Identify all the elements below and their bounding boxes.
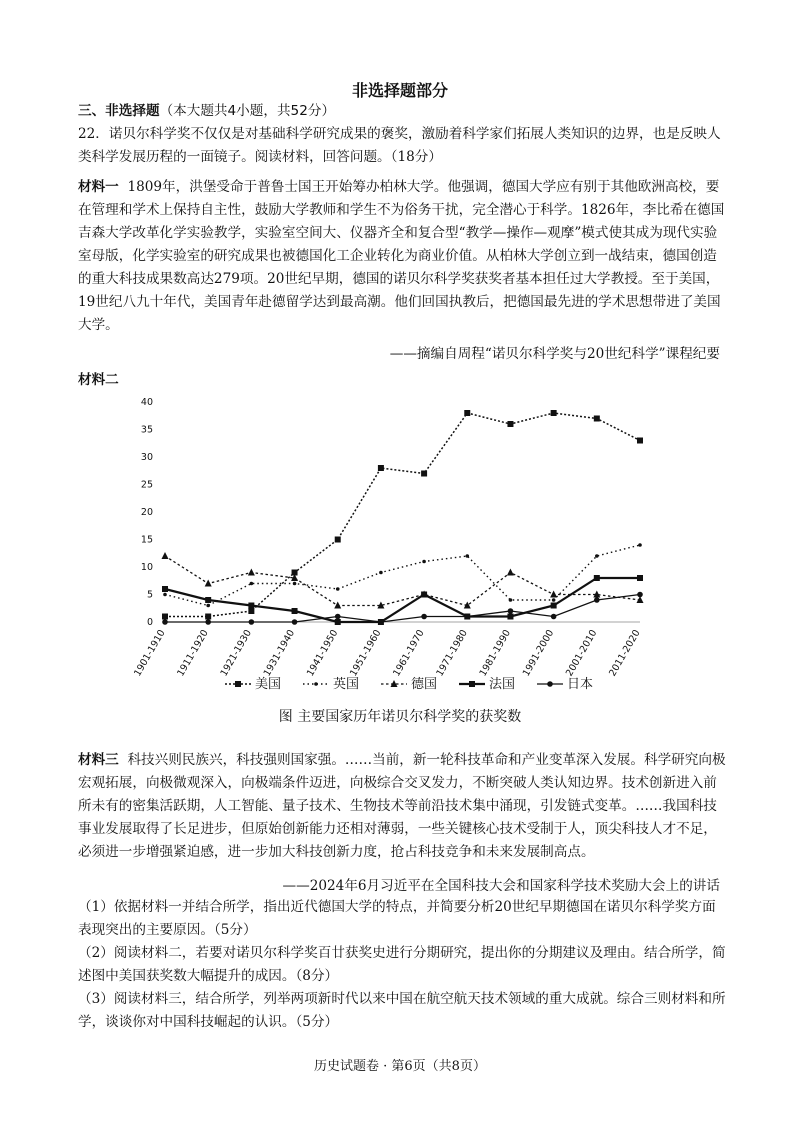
question-1: （1）依据材料一并结合所学，指出近代德国大学的特点，并简要分析20世纪早期德国在诺贝尔科学奖方面表现突出的主要原因。（5分） (78, 899, 716, 938)
legend-marker (547, 681, 553, 687)
data-point (637, 592, 643, 598)
x-tick-label: 1901-1910 (132, 628, 168, 679)
question-22-text: 22．诺贝尔科学奖不仅仅是对基础科学研究成果的褒奖，激励着科学家们拓展人类知识的边界，也是反映人类科学发展历程的一面镜子。阅读材料，回答问题。（18分） (78, 126, 721, 165)
question-list (78, 896, 728, 1034)
y-tick-label: 0 (146, 617, 153, 628)
legend-marker (235, 681, 241, 687)
y-tick-label: 25 (140, 479, 153, 491)
data-point (249, 619, 255, 625)
data-point (205, 614, 211, 620)
series-2 (162, 552, 644, 609)
section-heading-line (78, 100, 728, 123)
series-line (165, 556, 640, 606)
data-point (509, 598, 513, 602)
x-tick-label: 2011-2020 (607, 628, 643, 679)
data-point (163, 593, 167, 597)
y-tick-label: 40 (140, 397, 153, 408)
material-3 (78, 749, 728, 864)
data-point (336, 587, 340, 591)
material-3-label: 材料三 (78, 752, 119, 768)
data-point (248, 608, 254, 614)
material-2-label: 材料二 (78, 372, 119, 388)
material-1-text: 1809年，洪堡受命于普鲁士国王开始筹办柏林大学。他强调，德国大学应有别于其他欧洲高校，要在管理和学术上保持自主性，鼓励大学教师和学生不为俗务干扰，完全潜心于科学。1826年，李比希在德国吉森大学改革化学实验教学，实验室空间大、仪器齐全和复合型“教学—操作—观摩”模式使其成为现代实验室母版，化学实验室的研究成果也被德国化工企业转化为商业价值。从柏林大学创立到一战结束，德国创造的重大科技成果数高达279项。20世纪早期，德国的诺贝尔科学奖获奖者基本担任过大学教授。至于美国，19世纪八九十年代，美国青年赴德留学达到最高潮。他们回国执教后，把德国最先进的学术思想带进了美国大学。 (78, 179, 725, 333)
data-point (637, 438, 643, 444)
data-point (594, 416, 600, 422)
material-1 (78, 176, 728, 337)
x-tick-label: 1991-2000 (520, 628, 557, 679)
data-point (421, 471, 427, 477)
x-tick-label: 1921-1930 (218, 628, 254, 679)
x-tick-label: 1971-1980 (434, 628, 470, 679)
data-point (507, 421, 513, 427)
question-2: （2）阅读材料二，若要对诺贝尔科学奖百廿获奖史进行分期研究，提出你的分期建议及理由。结合所学，简述图中美国获奖数大幅提升的成因。（8分） (78, 945, 726, 984)
data-point (595, 554, 599, 558)
data-point (422, 560, 426, 564)
data-point (162, 614, 168, 620)
page-title: 非选择题部分 (351, 81, 448, 100)
legend-item (225, 677, 281, 692)
question-3: （3）阅读材料三，结合所学，列举两项新时代以来中国在航空航天技术领域的重大成就。综合三则材料和所学，谈谈你对中国科技崛起的认识。（5分） (78, 991, 726, 1030)
data-point (378, 619, 384, 625)
data-point (379, 571, 383, 575)
legend-label: 德国 (411, 677, 438, 692)
x-tick-label: 1911-1920 (175, 628, 211, 679)
data-point (205, 619, 211, 625)
y-tick-label: 20 (140, 507, 153, 518)
material-1-label: 材料一 (78, 179, 119, 195)
legend-label: 日本 (567, 677, 594, 692)
nobel-line-chart (120, 390, 680, 700)
y-tick-label: 15 (140, 534, 153, 546)
legend-item (303, 677, 359, 692)
data-point (551, 410, 557, 416)
x-tick-label: 1941-1950 (304, 628, 341, 679)
chart-caption: 图 主要国家历年诺贝尔科学奖的获奖数 (278, 709, 522, 725)
data-point (292, 608, 298, 614)
data-point (248, 569, 255, 576)
material-3-source: ——2024年6月习近平在全国科技大会和国家科学技术奖励大会上的讲话 (282, 878, 720, 894)
data-point (206, 604, 210, 608)
data-point (594, 575, 600, 581)
data-point (205, 597, 211, 603)
data-point (248, 603, 254, 609)
data-point (465, 554, 469, 558)
y-tick-label: 30 (140, 452, 153, 463)
data-point (508, 608, 514, 614)
data-point (162, 619, 168, 625)
x-tick-label: 2001-2010 (563, 628, 600, 679)
data-point (464, 614, 470, 620)
data-point (551, 603, 557, 609)
data-point (292, 619, 298, 625)
data-point (507, 569, 514, 576)
data-point (594, 597, 600, 603)
series-line (165, 413, 640, 617)
legend-item (537, 676, 593, 692)
y-tick-label: 35 (140, 424, 153, 436)
data-point (334, 602, 341, 609)
question-22-intro (78, 123, 728, 169)
legend-item (381, 677, 437, 692)
material-3-text: 科技兴则民族兴，科技强则国家强。……当前，新一轮科技革命和产业变革深入发展。科学研究向极宏观拓展，向极微观深入，向极端条件迈进，向极综合交叉发力，不断突破人类认知边界。技术创新进入前所未有的密集活跃期，人工智能、量子技术、生物技术等前沿技术集中涌现，引发链式变革。……我国科技事业发展取得了长足进步，但原始创新能力还相对薄弱，一些关键核心技术受制于人，顶尖科技人才不足，必须进一步增强紧迫感，进一步加大科技创新力度，抢占科技竞争和未来发展制高点。 (78, 752, 726, 860)
y-tick-label: 5 (146, 589, 153, 601)
section-note: （本大题共4小题，共52分） (159, 103, 336, 119)
data-point (335, 537, 341, 543)
x-tick-label: 1961-1970 (391, 628, 427, 679)
data-point (551, 614, 557, 620)
legend-marker (314, 682, 318, 686)
series-0 (162, 410, 643, 620)
data-point (421, 592, 427, 598)
x-tick-label: 1931-1940 (261, 628, 298, 679)
section-heading: 三、非选择题 (78, 103, 160, 119)
data-point (638, 543, 642, 547)
data-point (550, 591, 557, 598)
data-point (250, 582, 254, 586)
data-point (162, 586, 168, 592)
legend-label: 英国 (333, 677, 360, 692)
x-tick-label: 1951-1960 (348, 628, 384, 679)
legend-label: 美国 (255, 677, 282, 692)
data-point (637, 575, 643, 581)
data-point (552, 598, 556, 602)
data-point (335, 614, 341, 620)
legend-label: 法国 (489, 677, 516, 692)
data-point (507, 614, 513, 620)
data-point (162, 552, 169, 559)
data-point (421, 614, 427, 620)
series-1 (163, 543, 642, 607)
data-point (464, 410, 470, 416)
x-tick-label: 1981-1990 (477, 628, 514, 679)
data-point (293, 582, 297, 586)
y-tick-label: 10 (140, 562, 153, 573)
data-point (378, 465, 384, 471)
page-footer: 历史试题卷 · 第6页（共8页） (314, 1059, 486, 1074)
material-1-source: ——摘编自周程“诺贝尔科学奖与20世纪科学”课程纪要 (389, 346, 720, 362)
data-point (335, 619, 341, 625)
legend-marker (469, 681, 475, 687)
data-point (205, 580, 212, 587)
